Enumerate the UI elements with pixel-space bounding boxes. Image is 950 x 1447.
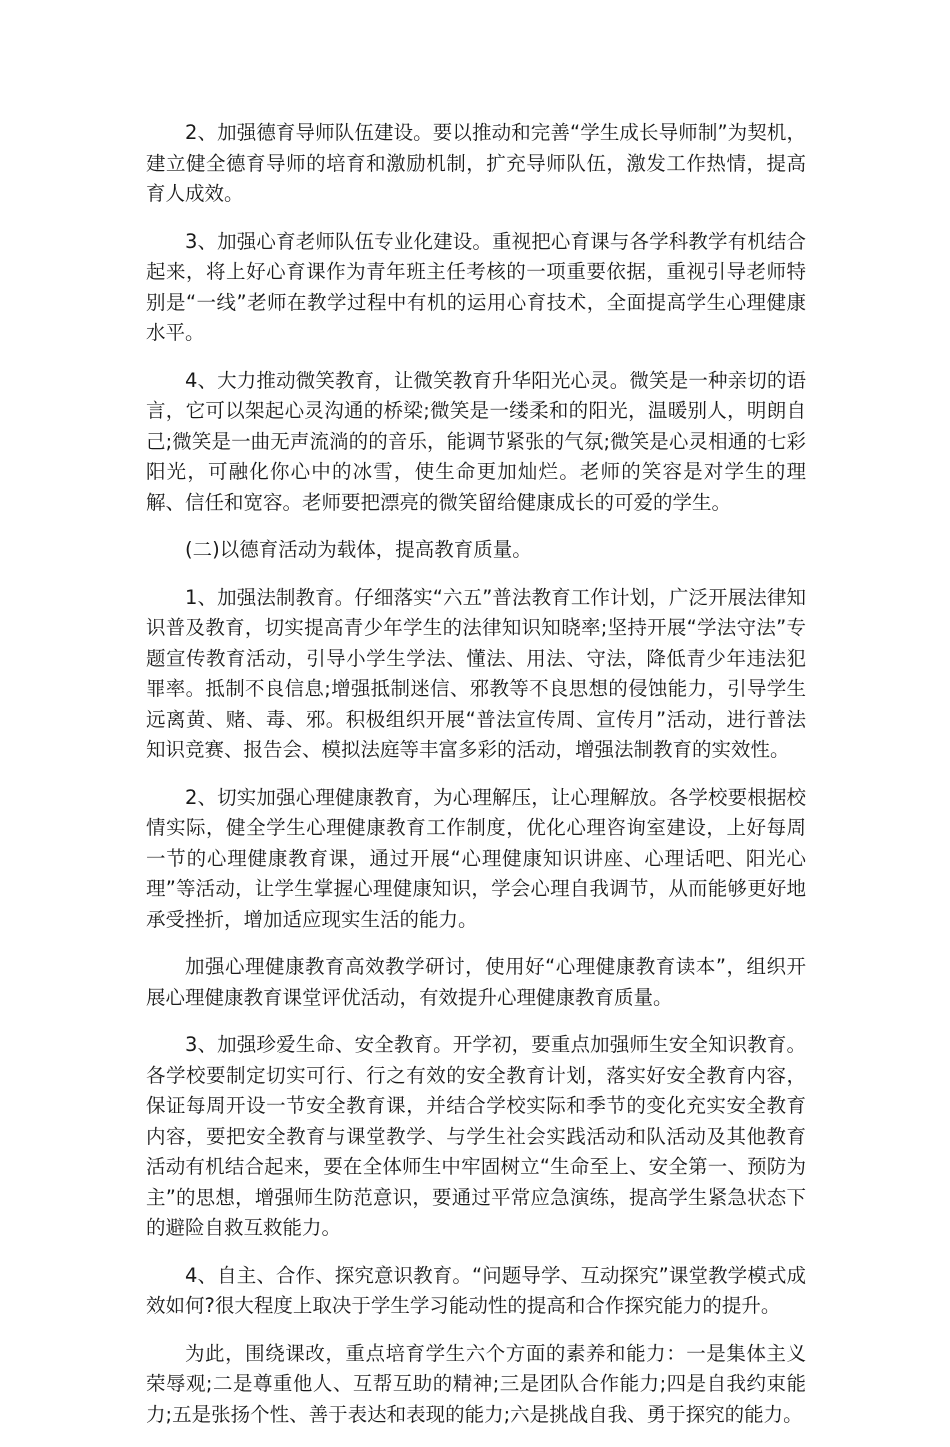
paragraph-inquiry-education: 4、自主、合作、探究意识教育。“问题导学、互动探究”课堂教学模式成效如何?很大程度上取决于学生学习能动性的提高和合作探究能力的提升。 xyxy=(146,1263,806,1317)
section-heading-moral-activities: (二)以德育活动为载体，提高教育质量。 xyxy=(185,538,532,561)
paragraph-safety-education: 3、加强珍爱生命、安全教育。开学初，要重点加强师生安全知识教育。各学校要制定切实可行、行之有效的安全教育计划，落实好安全教育内容，保证每周开设一节安全教育课，并结合学校实际和季节的变化充实安全教育内容，要把安全教育与课堂教学、与学生社会实践活动和队活动及其他教育活动有机结合起来，要在全体师生中牢固树立“生命至上、安全第一、预防为主”的思想，增强师生防范意识，要通过平常应急演练，提高学生紧急状态下的避险自救互救能力。 xyxy=(146,1033,806,1239)
paragraph-psych-teachers: 3、加强心育老师队伍专业化建设。重视把心育课与各学科教学有机结合起来，将上好心育课作为青年班主任考核的一项重要依据，重视引导老师特别是“一线”老师在教学过程中有机的运用心育技术，全面提高学生心理健康水平。 xyxy=(146,229,806,344)
paragraph-six-abilities: 为此，围绕课改，重点培育学生六个方面的素养和能力：一是集体主义荣辱观;二是尊重他人、互帮互助的精神;三是团队合作能力;四是自我约束能力;五是张扬个性、善于表达和表现的能力;六是挑战自我、勇于探究的能力。 xyxy=(146,1341,806,1426)
paragraph-tutor-team: 2、加强德育导师队伍建设。要以推动和完善“学生成长导师制”为契机，建立健全德育导师的培育和激励机制，扩充导师队伍，激发工作热情，提高育人成效。 xyxy=(146,121,806,205)
paragraph-smile-education: 4、大力推动微笑教育，让微笑教育升华阳光心灵。微笑是一种亲切的语言，它可以架起心灵沟通的桥梁;微笑是一缕柔和的阳光，温暖别人，明朗自己;微笑是一曲无声流淌的的音乐，能调节紧张的气氛;微笑是心灵相通的七彩阳光，可融化你心中的冰雪，使生命更加灿烂。老师的笑容是对学生的理解、信任和宽容。老师要把漂亮的微笑留给健康成长的可爱的学生。 xyxy=(146,368,806,514)
document-page xyxy=(146,118,806,1447)
paragraph-mental-health: 2、切实加强心理健康教育，为心理解压，让心理解放。各学校要根据校情实际，健全学生心理健康教育工作制度，优化心理咨询室建设，上好每周一节的心理健康教育课，通过开展“心理健康知识讲座、心理话吧、阳光心理”等活动，让学生掌握心理健康知识，学会心理自我调节，从而能够更好地承受挫折，增加适应现实生活的能力。 xyxy=(146,785,806,931)
paragraph-mental-health-research: 加强心理健康教育高效教学研讨，使用好“心理健康教育读本”，组织开展心理健康教育课堂评优活动，有效提升心理健康教育质量。 xyxy=(146,955,806,1009)
paragraph-legal-education: 1、加强法制教育。仔细落实“六五”普法教育工作计划，广泛开展法律知识普及教育，切实提高青少年学生的法律知识知晓率;坚持开展“学法守法”专题宣传教育活动，引导小学生学法、懂法、用法、守法，降低青少年违法犯罪率。抵制不良信息;增强抵制迷信、邪教等不良思想的侵蚀能力，引导学生远离黄、赌、毒、邪。积极组织开展“普法宣传周、宣传月”活动，进行普法知识竞赛、报告会、模拟法庭等丰富多彩的活动，增强法制教育的实效性。 xyxy=(146,585,806,761)
